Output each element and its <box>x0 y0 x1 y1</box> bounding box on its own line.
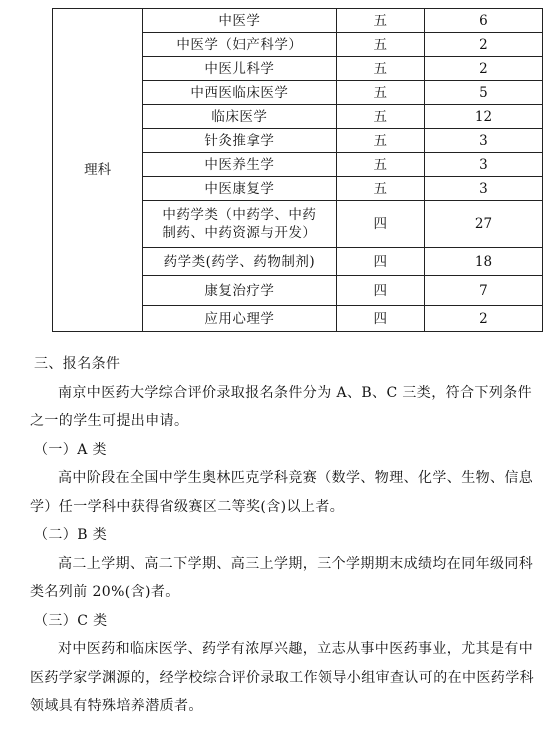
section-heading: 三、报名条件 <box>34 356 121 372</box>
years-cell: 五 <box>336 57 424 81</box>
count-cell: 2 <box>424 57 542 81</box>
count-cell: 3 <box>424 177 542 201</box>
paragraph-intro: 南京中医药大学综合评价录取报名条件分为 A、B、C 三类，符合下列条件之一的学生可提出申请。 <box>30 384 533 429</box>
count-cell: 7 <box>424 276 542 306</box>
table-row <box>53 9 543 33</box>
major-line: 中药学类（中药学、中药 <box>162 207 317 223</box>
count-cell: 18 <box>424 248 542 276</box>
major-cell: 中医学（妇产科学） <box>143 33 336 57</box>
count-cell: 2 <box>424 33 542 57</box>
paragraph-b: 高二上学期、高二下学期、高三上学期，三个学期期末成绩均在同年级同科类名列前 20%(含)者。 <box>30 555 534 600</box>
count-cell: 27 <box>424 201 542 248</box>
document-body <box>30 350 535 721</box>
years-cell: 五 <box>336 129 424 153</box>
major-cell: 针灸推拿学 <box>143 129 336 153</box>
major-cell: 药学类(药学、药物制剂) <box>143 248 336 276</box>
count-cell: 3 <box>424 129 542 153</box>
major-cell: 中医康复学 <box>143 177 336 201</box>
major-line: 制药、中药资源与开发） <box>162 225 317 241</box>
years-cell: 四 <box>336 248 424 276</box>
years-cell: 四 <box>336 306 424 332</box>
years-cell: 四 <box>336 276 424 306</box>
years-cell: 五 <box>336 9 424 33</box>
count-cell: 12 <box>424 105 542 129</box>
major-cell: 中医学 <box>143 9 336 33</box>
paragraph-c: 对中医药和临床医学、药学有浓厚兴趣，立志从事中医药事业，尤其是有中医药学家学渊源的，经学校综合评价录取工作领导小组审查认可的在中医药学科领域具有特殊培养潜质者。 <box>30 641 534 714</box>
count-cell: 5 <box>424 81 542 105</box>
subsection-heading-c: （三）C 类 <box>34 612 108 629</box>
major-cell: 中医养生学 <box>143 153 336 177</box>
major-cell: 康复治疗学 <box>143 276 336 306</box>
subsection-heading-b: （二）B 类 <box>34 527 108 543</box>
subsection-heading-a: （一）A 类 <box>34 441 107 458</box>
major-cell <box>143 201 336 248</box>
paragraph-a: 高中阶段在全国中学生奥林匹克学科竞赛（数学、物理、化学、生物、信息学）任一学科中获得省级赛区二等奖(含)以上者。 <box>30 470 534 515</box>
count-cell: 3 <box>424 153 542 177</box>
years-cell: 五 <box>336 153 424 177</box>
enrollment-table <box>52 8 543 332</box>
years-cell: 五 <box>336 105 424 129</box>
major-cell: 临床医学 <box>143 105 336 129</box>
years-cell: 五 <box>336 81 424 105</box>
years-cell: 五 <box>336 177 424 201</box>
years-cell: 五 <box>336 33 424 57</box>
years-cell: 四 <box>336 201 424 248</box>
major-cell: 应用心理学 <box>143 306 336 332</box>
count-cell: 2 <box>424 306 542 332</box>
category-cell: 理科 <box>53 9 143 332</box>
major-cell: 中西医临床医学 <box>143 81 336 105</box>
major-cell: 中医儿科学 <box>143 57 336 81</box>
count-cell: 6 <box>424 9 542 33</box>
